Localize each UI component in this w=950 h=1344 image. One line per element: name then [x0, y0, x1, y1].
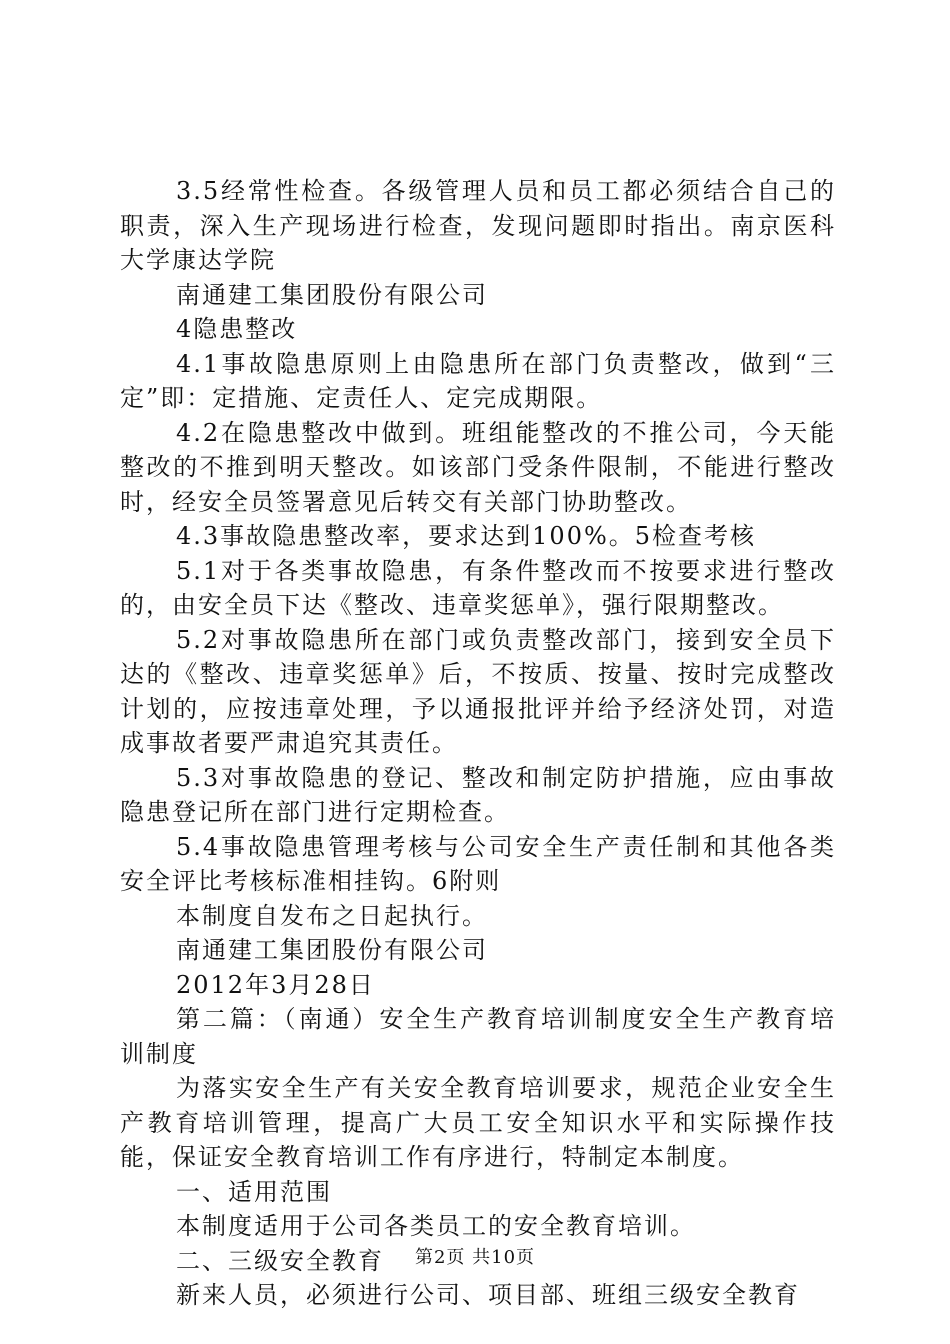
signature-company: 南通建工集团股份有限公司	[176, 936, 488, 964]
paragraph: 南通建工集团股份有限公司	[176, 280, 488, 309]
page-number: 第2页 共10页	[414, 1247, 536, 1268]
paragraph: 本制度自发布之日起执行。	[176, 901, 488, 930]
section-heading: 二、三级安全教育	[176, 1246, 384, 1275]
section-heading: 一、适用范围	[176, 1177, 332, 1206]
paragraph: 本制度适用于公司各类员工的安全教育培训。	[176, 1212, 696, 1240]
paragraph: 新来人员，必须进行公司、项目部、班组三级安全教育	[176, 1281, 800, 1309]
paragraph: 5.1对于各类事故隐患，有条件整改而不按要求进行整改的，由安全员下达《整改、违章奖惩单》，强行限期整改。	[120, 556, 836, 619]
paragraph: 5.4事故隐患管理考核与公司安全生产责任制和其他各类安全评比考核标准相挂钩。6附则	[120, 832, 836, 895]
paragraph: 3.5经常性检查。各级管理人员和员工都必须结合自己的职责，深入生产现场进行检查，发现问题即时指出。南京医科大学康达学院	[120, 177, 836, 274]
paragraph: 4.2在隐患整改中做到。班组能整改的不推公司，今天能整改的不推到明天整改。如该部门受条件限制，不能进行整改时，经安全员签署意见后转交有关部门协助整改。	[120, 418, 836, 516]
paragraph: 5.2对事故隐患所在部门或负责整改部门，接到安全员下达的《整改、违章奖惩单》后，不按质、按量、按时完成整改计划的，应按违章处理，予以通报批评并给予经济处罚，对造成事故者要严肃追究其责任。	[120, 625, 836, 757]
page-footer	[0, 1243, 950, 1269]
chapter-title: 第二篇：（南通）安全生产教育培训制度安全生产教育培训制度	[120, 1005, 836, 1068]
signature-date: 2012年3月28日	[176, 970, 375, 999]
section-heading: 4隐患整改	[176, 315, 298, 343]
document-body	[120, 174, 836, 1313]
paragraph: 4.3事故隐患整改率，要求达到100%。5检查考核	[176, 522, 757, 550]
paragraph: 4.1事故隐患原则上由隐患所在部门负责整改，做到“三定”即：定措施、定责任人、定完成期限。	[120, 349, 836, 412]
paragraph: 5.3对事故隐患的登记、整改和制定防护措施，应由事故隐患登记所在部门进行定期检查。	[120, 763, 836, 826]
paragraph: 为落实安全生产有关安全教育培训要求，规范企业安全生产教育培训管理，提高广大员工安全知识水平和实际操作技能，保证安全教育培训工作有序进行，特制定本制度。	[120, 1074, 836, 1171]
